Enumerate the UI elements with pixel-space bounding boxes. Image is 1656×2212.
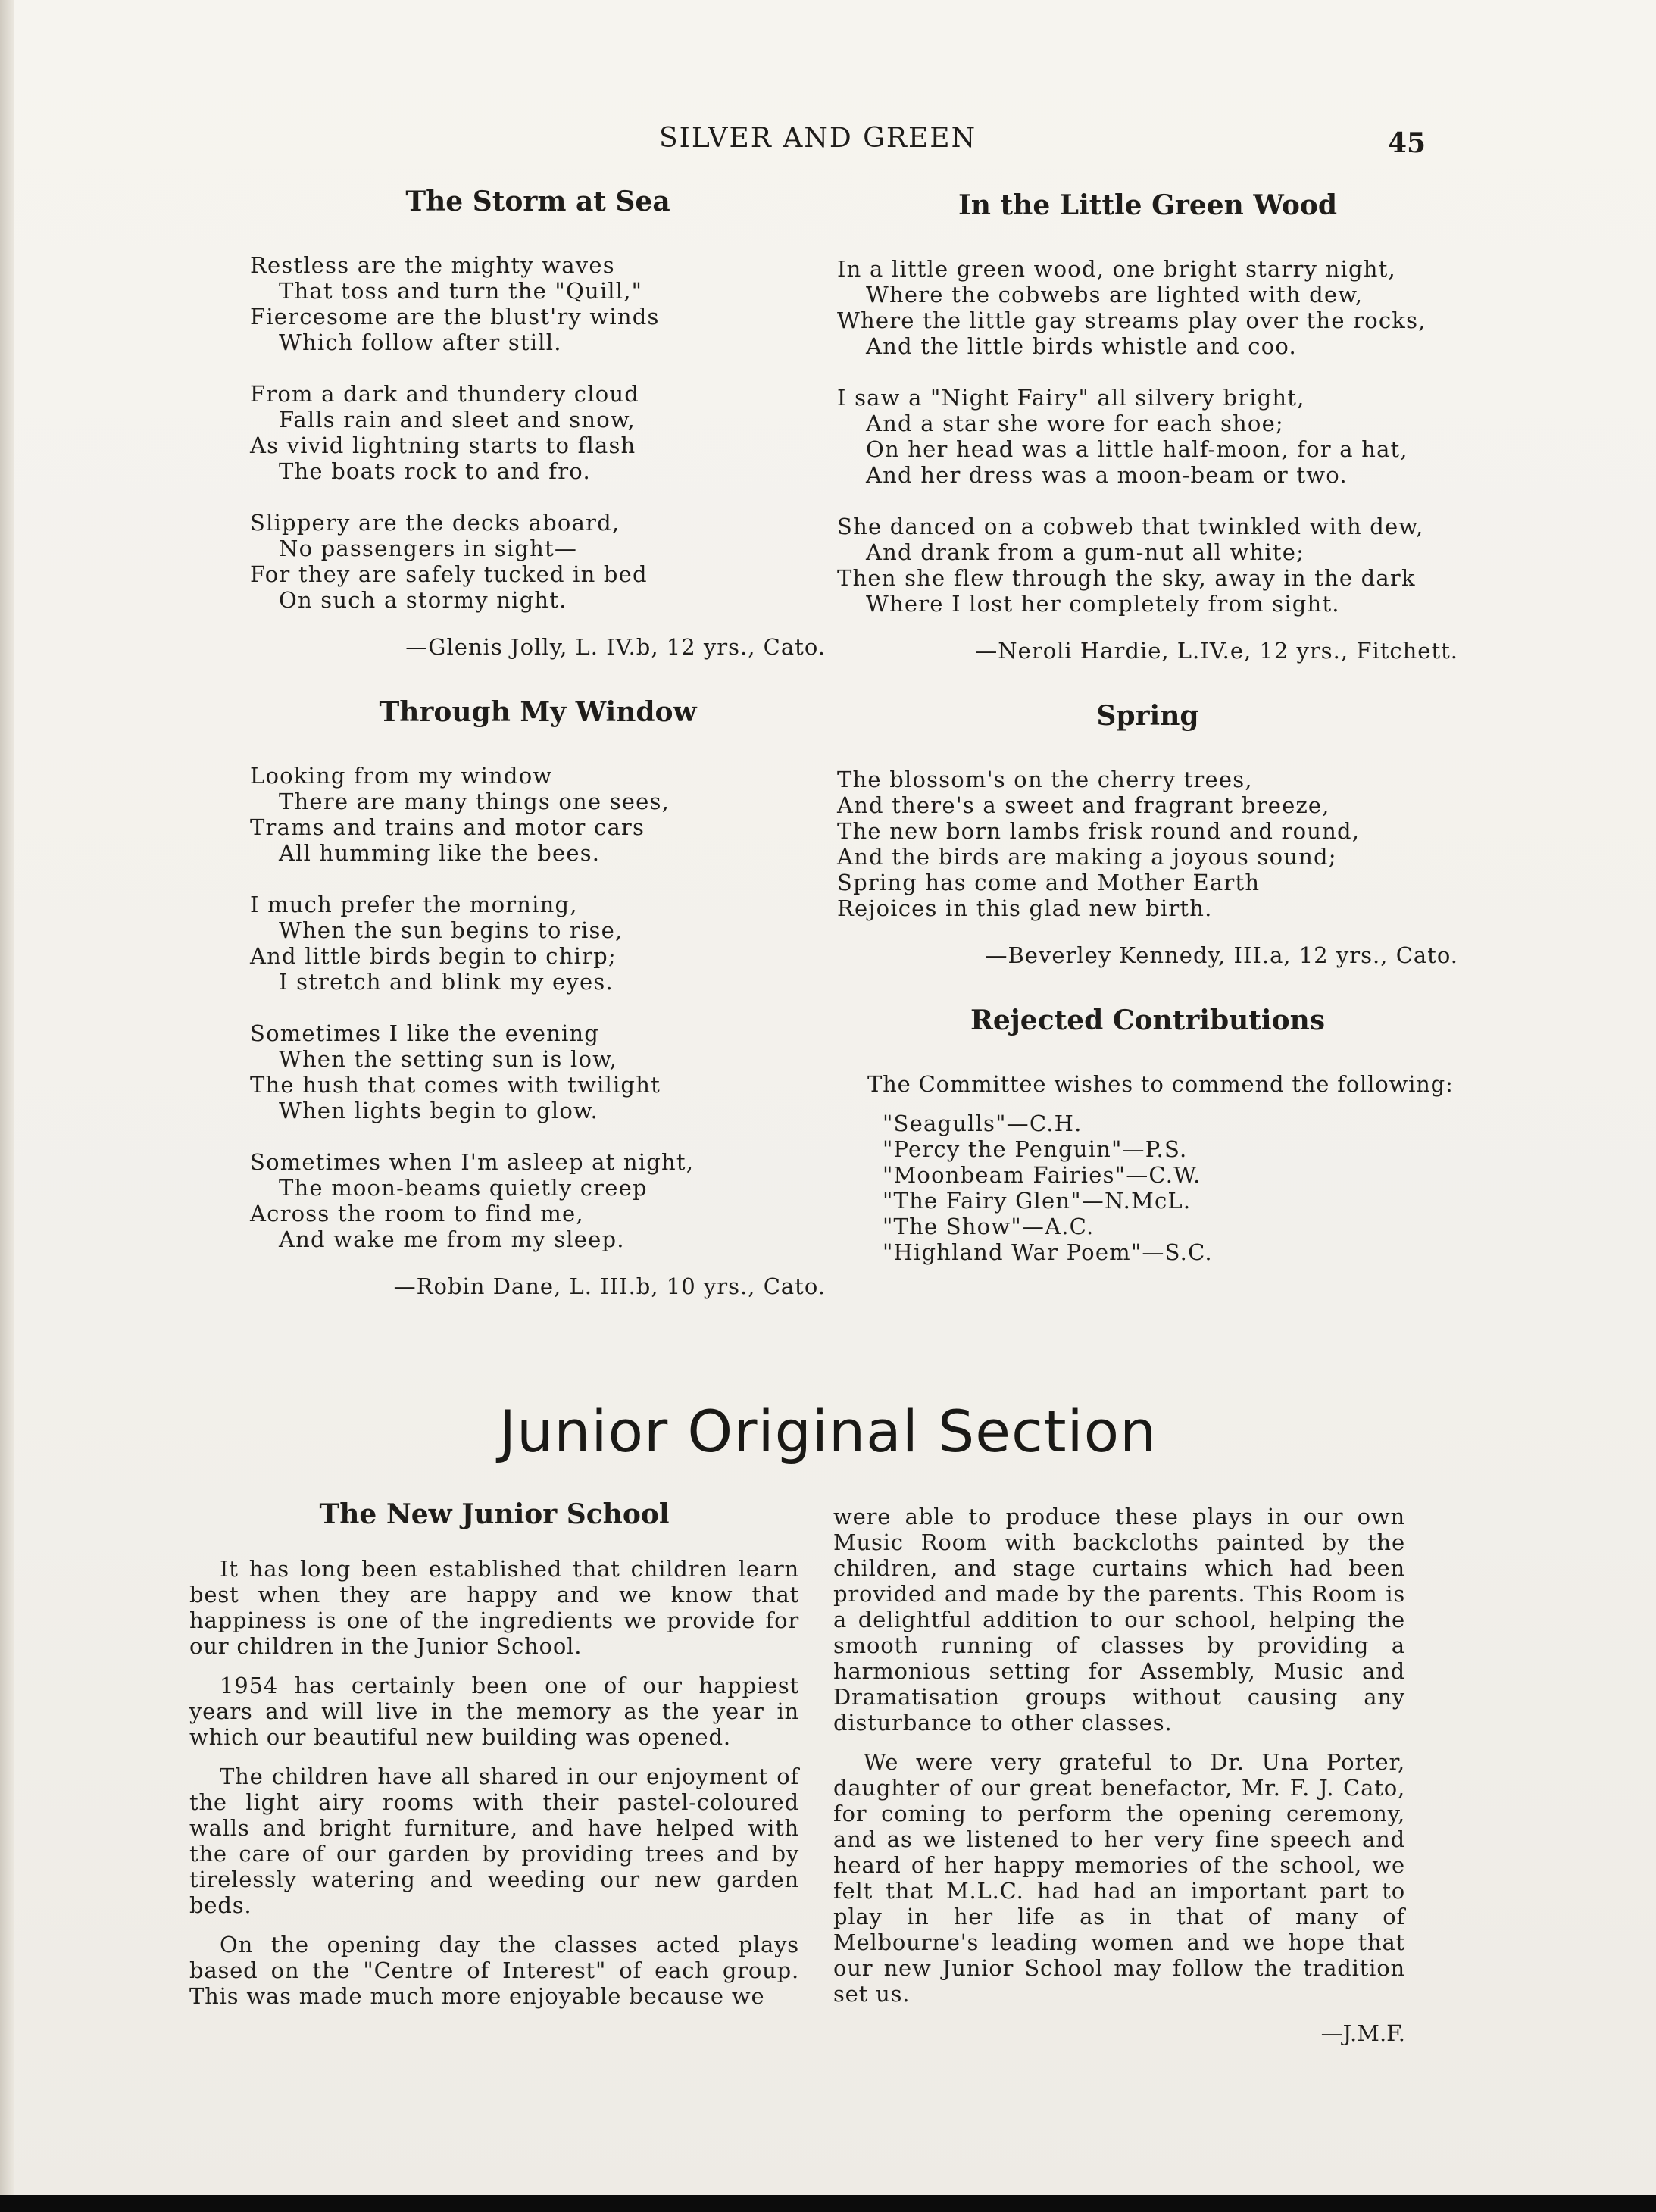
poem-line: She danced on a cobweb that twinkled with dew,: [837, 514, 1424, 539]
poem-line: Slippery are the decks aboard,: [250, 510, 620, 536]
poem-line: Rejoices in this glad new birth.: [837, 895, 1213, 921]
poem-line: Then she flew through the sky, away in the dark: [837, 565, 1416, 591]
poem-stanza: [837, 514, 1458, 617]
page-spine-shadow: [0, 0, 14, 2212]
junior-left-column: [189, 1498, 799, 2023]
poem-attribution: —Neroli Hardie, L.IV.e, 12 yrs., Fitchett.: [975, 638, 1458, 664]
poem-title: The Storm at Sea: [405, 186, 670, 217]
poem-line: Trams and trains and motor cars: [250, 814, 645, 840]
poem-stanza: [250, 510, 826, 613]
poem-line: Looking from my window: [250, 763, 553, 789]
poem-line: I saw a "Night Fairy" all silvery bright,: [837, 385, 1305, 411]
poem-line: And the birds are making a joyous sound;: [837, 844, 1337, 870]
poem-line: Fiercesome are the blust'ry winds: [250, 304, 660, 330]
rejected-item: "Percy the Penguin"—P.S.: [883, 1136, 1188, 1162]
poem-line: And a star she wore for each shoe;: [866, 411, 1284, 436]
poem-line: And her dress was a moon-beam or two.: [866, 462, 1348, 488]
poem-line: Where I lost her completely from sight.: [866, 591, 1340, 617]
poem-line: On her head was a little half-moon, for a hat,: [866, 436, 1408, 462]
poem-line: And wake me from my sleep.: [279, 1226, 625, 1252]
poem-stanza: [250, 252, 826, 355]
right-poem-column: [837, 189, 1458, 1265]
poem-line: Where the little gay streams play over the rocks,: [837, 308, 1426, 333]
scan-bottom-edge: [0, 2195, 1656, 2212]
poem-line: The hush that comes with twilight: [250, 1072, 661, 1098]
poem-line: In a little green wood, one bright starry night,: [837, 256, 1396, 282]
poem-line: When the setting sun is low,: [279, 1046, 618, 1072]
poem-line: Spring has come and Mother Earth: [837, 870, 1261, 895]
poem-title: Spring: [1096, 700, 1199, 732]
poem-stanza: [837, 256, 1458, 359]
running-head: [0, 123, 1656, 161]
poem-line: For they are safely tucked in bed: [250, 561, 648, 587]
poem-line: From a dark and thundery cloud: [250, 381, 640, 407]
poem-line: All humming like the bees.: [279, 840, 601, 866]
poem-line: No passengers in sight—: [279, 536, 578, 561]
page-number: 45: [1388, 127, 1426, 159]
rejected-item: "The Show"—A.C.: [883, 1214, 1095, 1239]
poem-line: On such a stormy night.: [279, 587, 567, 613]
poem-line: And little birds begin to chirp;: [250, 943, 617, 969]
poem-line: I stretch and blink my eyes.: [279, 969, 614, 995]
poem-line: The boats rock to and fro.: [279, 458, 591, 484]
poem-title: Through My Window: [379, 696, 697, 728]
article-title: The New Junior School: [319, 1498, 670, 1530]
poem-line: Across the room to find me,: [250, 1201, 584, 1226]
poem-stanza: [250, 381, 826, 484]
rejected-item: "Seagulls"—C.H.: [883, 1111, 1083, 1136]
poem-line: I much prefer the morning,: [250, 892, 578, 917]
poem-line: Where the cobwebs are lighted with dew,: [866, 282, 1364, 308]
poem-line: The blossom's on the cherry trees,: [837, 767, 1253, 792]
poem-line: When lights begin to glow.: [279, 1098, 598, 1123]
poem-stanza: [250, 1020, 826, 1123]
poem-stanza: [837, 385, 1458, 488]
poem-line: There are many things one sees,: [279, 789, 670, 814]
rejected-item: "Highland War Poem"—S.C.: [883, 1239, 1213, 1265]
poem-line: That toss and turn the "Quill,": [279, 278, 643, 304]
rejected-item: "The Fairy Glen"—N.McL.: [883, 1188, 1192, 1214]
poem-line: Sometimes when I'm asleep at night,: [250, 1149, 695, 1175]
poem-line: Which follow after still.: [279, 330, 562, 355]
poem-line: The moon-beams quietly creep: [279, 1175, 648, 1201]
article-paragraph: It has long been established that children learn best when they are happy and we know that happiness is one of the ingredients we provide for our children in the Junior School.: [189, 1556, 799, 1659]
poem-line: And the little birds whistle and coo.: [866, 333, 1297, 359]
poem-stanza: [250, 763, 826, 866]
poem-line: Sometimes I like the evening: [250, 1020, 600, 1046]
article-paragraph: 1954 has certainly been one of our happiest years and will live in the memory as the year in which our beautiful new building was opened.: [189, 1673, 799, 1750]
section-heading: Junior Original Section: [498, 1398, 1158, 1465]
junior-right-column: [833, 1504, 1405, 2046]
poem-stanza: [250, 892, 826, 995]
article-paragraph: On the opening day the classes acted plays based on the "Centre of Interest" of each group. This was made much more enjoyable because we: [189, 1932, 799, 2009]
poem-line: As vivid lightning starts to flash: [250, 433, 636, 458]
poem-attribution: —Robin Dane, L. III.b, 10 yrs., Cato.: [393, 1273, 826, 1299]
rejected-list: [883, 1111, 1458, 1265]
article-paragraph: were able to produce these plays in our own Music Room with backcloths painted by the children, and stage curtains which had been provided and made by the parents. This Room is a delightful addition to our school, helping the smooth running of classes by providing a harmonious setting for Assembly, Music and Dramatisation groups without causing any disturbance to other classes.: [833, 1504, 1405, 1736]
poem-line: The new born lambs frisk round and round,: [837, 818, 1361, 844]
article-paragraph: We were very grateful to Dr. Una Porter, daughter of our great benefactor, Mr. F. J. Cato, for coming to perform the opening ceremony, and as we listened to her very fine speech and heard of her happy memories of the school, we felt that M.L.C. had had an important part to play in her life as in that of many of Melbourne's leading women and we hope that our new Junior School may follow the tradition set us.: [833, 1749, 1405, 2007]
running-title: SILVER AND GREEN: [659, 123, 977, 154]
poem-stanza: [837, 767, 1458, 921]
poem-line: Restless are the mighty waves: [250, 252, 615, 278]
rejected-title: Rejected Contributions: [970, 1004, 1326, 1036]
poem-line: Falls rain and sleet and snow,: [279, 407, 636, 433]
poem-title: In the Little Green Wood: [958, 189, 1338, 221]
poem-attribution: —Beverley Kennedy, III.a, 12 yrs., Cato.: [985, 942, 1458, 968]
rejected-item: "Moonbeam Fairies"—C.W.: [883, 1162, 1201, 1188]
rejected-intro: The Committee wishes to commend the following:: [867, 1071, 1454, 1097]
poem-line: And drank from a gum-nut all white;: [866, 539, 1305, 565]
poem-line: And there's a sweet and fragrant breeze,: [837, 792, 1330, 818]
poem-attribution: —Glenis Jolly, L. IV.b, 12 yrs., Cato.: [405, 634, 826, 660]
poem-stanza: [250, 1149, 826, 1252]
article-paragraph: The children have all shared in our enjoyment of the light airy rooms with their pastel-coloured walls and bright furniture, and have helped with the care of our garden by providing trees and by tirelessly watering and weeding our new garden beds.: [189, 1764, 799, 1918]
article-signoff: —J.M.F.: [1320, 2020, 1405, 2046]
left-poem-column: [250, 186, 826, 1336]
poem-line: When the sun begins to rise,: [279, 917, 623, 943]
